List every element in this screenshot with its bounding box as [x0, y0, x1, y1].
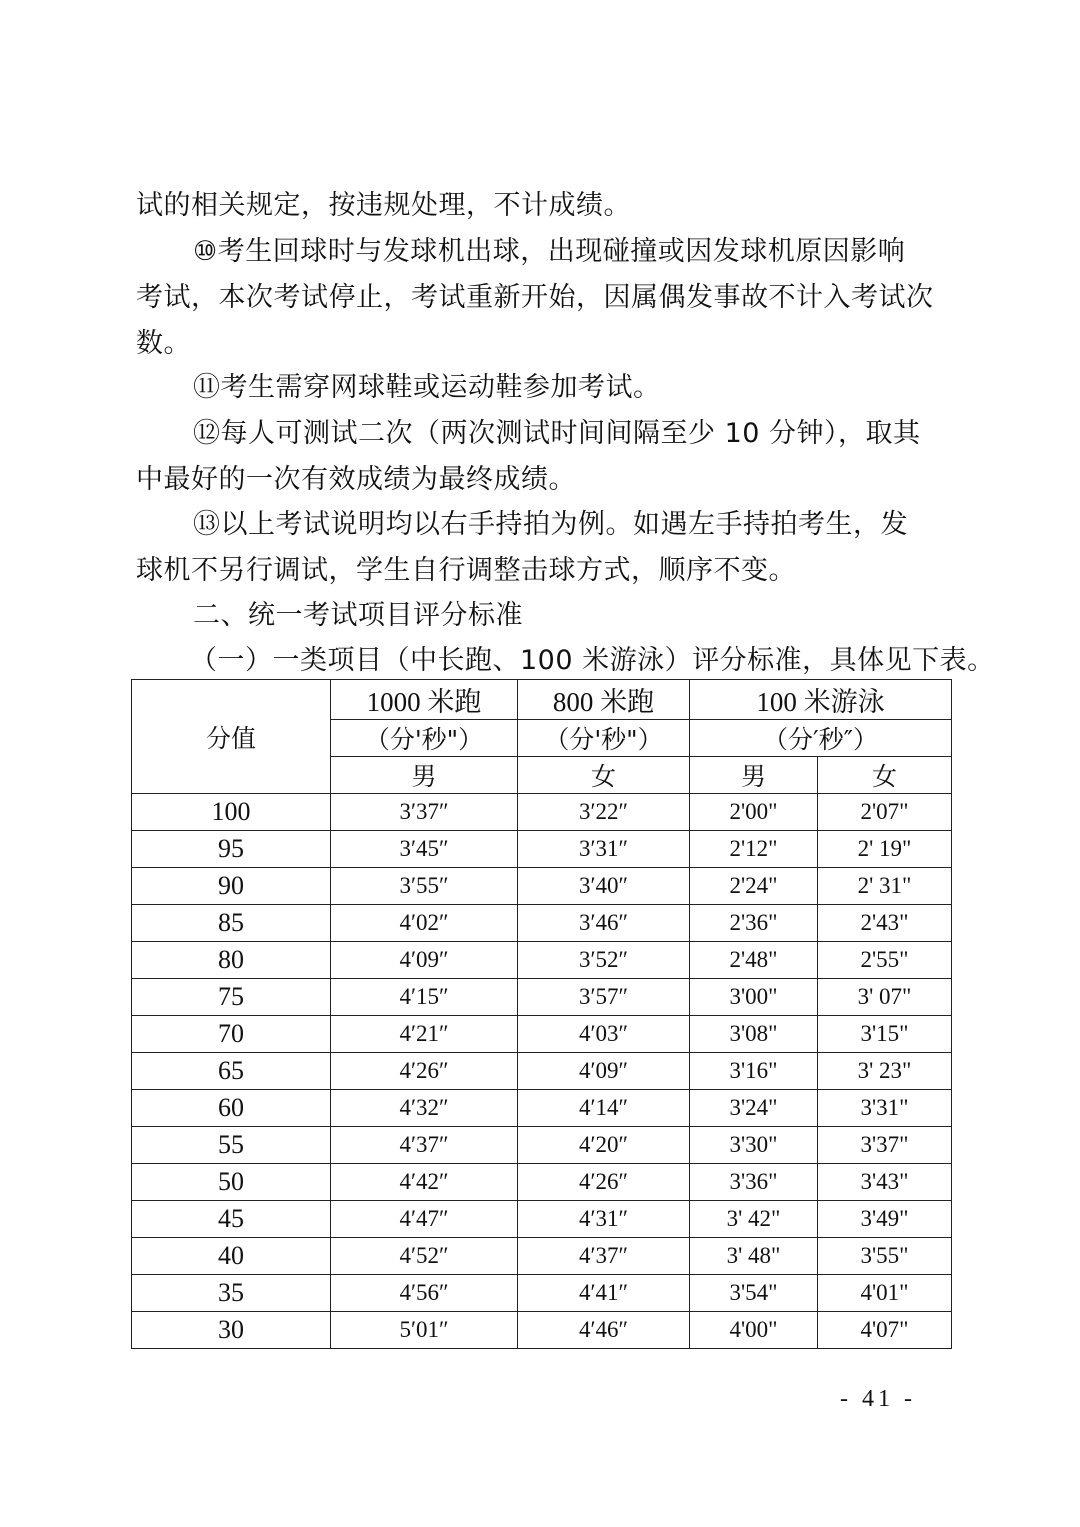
header-1000m-run: 1000 米跑 — [331, 680, 518, 720]
paragraph-line: ⑫每人可测试二次（两次测试时间间隔至少 10 分钟），取其 — [193, 418, 921, 449]
paragraph-line: 考试，本次考试停止，考试重新开始，因属偶发事故不计入考试次 — [136, 282, 934, 313]
header-male: 男 — [331, 757, 518, 794]
run-800m-female-cell: 4′20″ — [518, 1127, 690, 1164]
run-800m-female-cell: 3′31″ — [518, 831, 690, 868]
score-cell: 100 — [132, 794, 331, 831]
run-800m-female-cell: 4′37″ — [518, 1238, 690, 1275]
run-1000m-male-cell: 5′01″ — [331, 1312, 518, 1349]
table-row — [132, 1201, 952, 1238]
header-1000m-unit: （分'秒"） — [331, 720, 518, 757]
swim-male-cell: 3' 42" — [690, 1201, 818, 1238]
run-800m-female-cell: 3′46″ — [518, 905, 690, 942]
swim-female-cell: 3'31" — [818, 1090, 952, 1127]
run-1000m-male-cell: 4′47″ — [331, 1201, 518, 1238]
swim-male-cell: 2'24" — [690, 868, 818, 905]
header-100m-swim: 100 米游泳 — [690, 680, 952, 720]
run-1000m-male-cell: 4′02″ — [331, 905, 518, 942]
run-1000m-male-cell: 4′37″ — [331, 1127, 518, 1164]
score-cell: 30 — [132, 1312, 331, 1349]
swim-male-cell: 3'30" — [690, 1127, 818, 1164]
run-800m-female-cell: 4′14″ — [518, 1090, 690, 1127]
swim-female-cell: 2'55" — [818, 942, 952, 979]
run-800m-female-cell: 4′26″ — [518, 1164, 690, 1201]
score-cell: 70 — [132, 1016, 331, 1053]
run-1000m-male-cell: 4′32″ — [331, 1090, 518, 1127]
table-row — [132, 1127, 952, 1164]
run-800m-female-cell: 4′31″ — [518, 1201, 690, 1238]
header-800m-run: 800 米跑 — [518, 680, 690, 720]
score-cell: 55 — [132, 1127, 331, 1164]
swim-male-cell: 3'08" — [690, 1016, 818, 1053]
swim-male-cell: 2'36" — [690, 905, 818, 942]
score-cell: 40 — [132, 1238, 331, 1275]
swim-male-cell: 3'00" — [690, 979, 818, 1016]
paragraph-line: ⑬以上考试说明均以右手持拍为例。如遇左手持拍考生，发 — [193, 509, 908, 540]
header-score: 分值 — [132, 680, 331, 794]
swim-female-cell: 2'43" — [818, 905, 952, 942]
score-cell: 45 — [132, 1201, 331, 1238]
paragraph-line: ⑩考生回球时与发球机出球，出现碰撞或因发球机原因影响 — [193, 236, 906, 267]
table-row — [132, 1238, 952, 1275]
table-row — [132, 979, 952, 1016]
swim-male-cell: 2'12" — [690, 831, 818, 868]
run-1000m-male-cell: 3′55″ — [331, 868, 518, 905]
table-row — [132, 1164, 952, 1201]
run-1000m-male-cell: 4′09″ — [331, 942, 518, 979]
score-cell: 50 — [132, 1164, 331, 1201]
score-cell: 35 — [132, 1275, 331, 1312]
swim-female-cell: 3' 07" — [818, 979, 952, 1016]
run-800m-female-cell: 3′57″ — [518, 979, 690, 1016]
run-800m-female-cell: 4′41″ — [518, 1275, 690, 1312]
run-1000m-male-cell: 4′56″ — [331, 1275, 518, 1312]
swim-female-cell: 4'01" — [818, 1275, 952, 1312]
table-row — [132, 1275, 952, 1312]
table-row — [132, 1053, 952, 1090]
score-cell: 60 — [132, 1090, 331, 1127]
run-800m-female-cell: 3′52″ — [518, 942, 690, 979]
swim-female-cell: 3'49" — [818, 1201, 952, 1238]
table-row — [132, 905, 952, 942]
score-cell: 95 — [132, 831, 331, 868]
score-cell: 85 — [132, 905, 331, 942]
section-heading: 二、统一考试项目评分标准 — [193, 600, 523, 631]
run-1000m-male-cell: 4′52″ — [331, 1238, 518, 1275]
swim-male-cell: 4'00" — [690, 1312, 818, 1349]
header-swim-female: 女 — [818, 757, 952, 794]
table-row — [132, 1090, 952, 1127]
run-800m-female-cell: 4′03″ — [518, 1016, 690, 1053]
swim-female-cell: 2' 19" — [818, 831, 952, 868]
table-row — [132, 794, 952, 831]
header-female: 女 — [518, 757, 690, 794]
swim-female-cell: 3'55" — [818, 1238, 952, 1275]
swim-male-cell: 2'48" — [690, 942, 818, 979]
run-1000m-male-cell: 4′15″ — [331, 979, 518, 1016]
header-swim-unit: （分′秒″） — [690, 720, 952, 757]
run-800m-female-cell: 3′22″ — [518, 794, 690, 831]
swim-female-cell: 3' 23" — [818, 1053, 952, 1090]
swim-male-cell: 3'36" — [690, 1164, 818, 1201]
paragraph-line: ⑪考生需穿网球鞋或运动鞋参加考试。 — [193, 372, 661, 403]
swim-female-cell: 3'37" — [818, 1127, 952, 1164]
swim-male-cell: 2'00" — [690, 794, 818, 831]
swim-female-cell: 2'07" — [818, 794, 952, 831]
swim-female-cell: 2' 31" — [818, 868, 952, 905]
swim-male-cell: 3'54" — [690, 1275, 818, 1312]
paragraph-line: 试的相关规定，按违规处理，不计成绩。 — [136, 190, 631, 221]
table-caption: （一）一类项目（中长跑、100 米游泳）评分标准，具体见下表。 — [190, 645, 995, 676]
score-cell: 65 — [132, 1053, 331, 1090]
swim-female-cell: 4'07" — [818, 1312, 952, 1349]
swim-female-cell: 3'43" — [818, 1164, 952, 1201]
run-1000m-male-cell: 3′37″ — [331, 794, 518, 831]
header-800m-unit: （分'秒"） — [518, 720, 690, 757]
table-row — [132, 942, 952, 979]
table-row — [132, 868, 952, 905]
score-cell: 90 — [132, 868, 331, 905]
swim-male-cell: 3' 48" — [690, 1238, 818, 1275]
score-cell: 75 — [132, 979, 331, 1016]
paragraph-line: 中最好的一次有效成绩为最终成绩。 — [136, 464, 576, 495]
header-swim-male: 男 — [690, 757, 818, 794]
table-row — [132, 1016, 952, 1053]
table-row — [132, 831, 952, 868]
score-cell: 80 — [132, 942, 331, 979]
swim-female-cell: 3'15" — [818, 1016, 952, 1053]
scoring-table — [131, 679, 952, 1349]
run-800m-female-cell: 4′09″ — [518, 1053, 690, 1090]
run-1000m-male-cell: 4′26″ — [331, 1053, 518, 1090]
run-800m-female-cell: 4′46″ — [518, 1312, 690, 1349]
swim-male-cell: 3'24" — [690, 1090, 818, 1127]
paragraph-line: 数。 — [136, 328, 191, 359]
run-1000m-male-cell: 4′21″ — [331, 1016, 518, 1053]
run-800m-female-cell: 3′40″ — [518, 868, 690, 905]
table-row — [132, 1312, 952, 1349]
paragraph-line: 球机不另行调试，学生自行调整击球方式，顺序不变。 — [136, 555, 796, 586]
run-1000m-male-cell: 3′45″ — [331, 831, 518, 868]
run-1000m-male-cell: 4′42″ — [331, 1164, 518, 1201]
table-body — [132, 794, 952, 1349]
swim-male-cell: 3'16" — [690, 1053, 818, 1090]
page-number: - 41 - — [840, 1386, 916, 1412]
